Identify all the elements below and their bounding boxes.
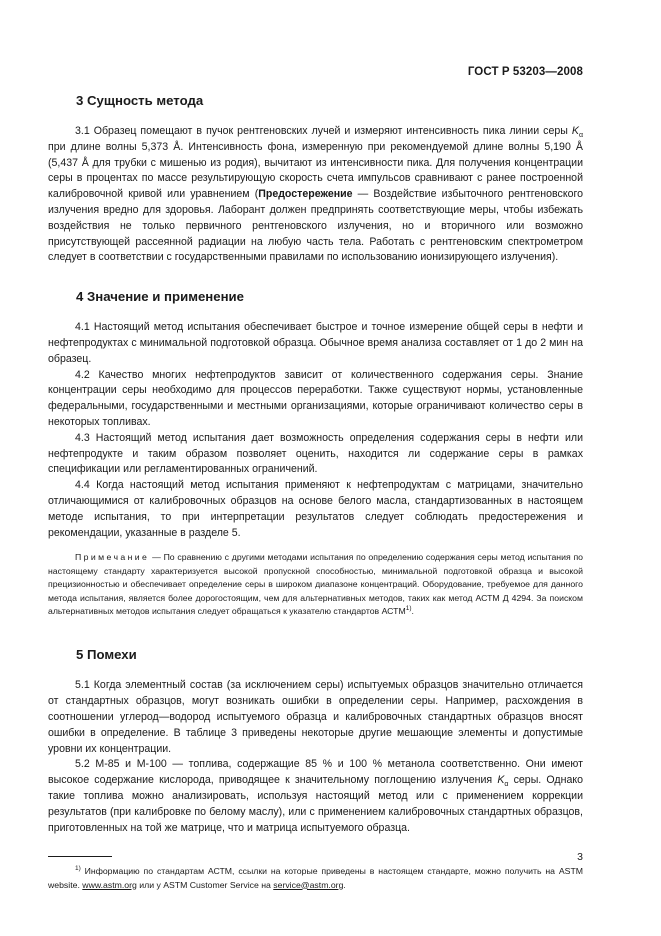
page-content (48, 92, 583, 892)
section-4-title: 4 Значение и применение (76, 289, 244, 305)
paragraph-4-1: 4.1 Настоящий метод испытания обеспечивает быстрое и точное измерение общей серы в нефти и нефтепродуктах с минимальной подготовкой образца. Обычное время анализа составляет от 1 до 2 мин на образец. (48, 321, 583, 365)
page-number: 3 (577, 851, 583, 863)
section-3-title: 3 Сущность метода (76, 93, 204, 108)
doc-header: ГОСТ Р 53203—2008 (467, 66, 583, 78)
paragraph-4-4: 4.4 Когда настоящий метод испытания применяют к нефтепродуктам с матрицами, значительно отличающимися от калибровочных образцов на основе белого масла, стандартизованных в настоящем методе испытания, то при интерпретации результатов следует соблюдать предостережения и рекомендации, указанные в разделе 5. (48, 479, 583, 539)
paragraph-4-3: 4.3 Настоящий метод испытания дает возможность определения содержания серы в нефти или нефтепродукте и таким образом позволяет оценить, находится ли содержание серы в рамках спецификации или регламентированных ограничений. (48, 431, 583, 476)
note-4: Примечание — По сравнению с другими методами испытания по определению содержания серы метод испытания по настоящему стандарту характеризуется высокой пропускной способностью, минимальной подготовкой образца и высокой прецизионностью и обеспечивает определение серы в широком диапазоне концентраций. Оборудование, требуемое для данного метода испытания, является более дорогостоящим, чем для альтернативных методов, таких как метод АСТМ Д 4294. За поиском альтернативных методов испытания следует обращаться к указателю стандартов АСТМ$^{1)}$. (48, 552, 583, 616)
footnote-1: $^{1)}$ Информацию по стандартам АСТМ, ссылки на которые приведены в настоящем стандарте, можно получить на ASTM website. www.astm.org или у ASTM Customer Service на service@astm.org. (48, 865, 583, 890)
paragraph-5-2: 5.2 М-85 и М-100 — топлива, содержащие 85 % и 100 % метанола соответственно. Они имеют высокое содержание кислорода, приводящее к значительному поглощению излучения $K_\alpha$ серы. Однако такие топлива можно анализировать, используя настоящий метод или с применением коррекции результатов (при калибровке по белому маслу), или с применением калибровочных стандартных образцов, приготовленных на той же матрице, что и матрица испытуемого образца. (48, 758, 583, 834)
paragraph-5-1: 5.1 Когда элементный состав (за исключением серы) испытуемых образцов значительно отличается от стандартных образцов, могут возникать ошибки в определении серы. Например, расхождения в соотношении углерод—водород испытуемого образца и калибровочных стандартных образцов вносят ошибки в определение. В таблице 3 приведены некоторые другие мешающие элементы и допустимые уровни их концентрации. (48, 679, 583, 755)
paragraph-3-1: 3.1 Образец помещают в пучок рентгеновских лучей и измеряют интенсивность пика линии серы $K_\alpha$ при длине волны 5,373 Å. Интенсивность фона, измеренную при рекомендуемой длине волны 5,190 Å (5,437 Å для трубки с мишенью из родия), вычитают из интенсивности пика. Для получения концентрации серы в процентах по массе результирующую скорость счета импульсов сравнивают с ранее построенной калибровочной кривой или уравнением (Предостережение — Воздействие избыточного рентгеновского излучения вредно для здоровья. Лаборант должен предпринять соответствующие меры, чтобы избежать воздействия не только первичного рентгеновского излучения, но и вторичного или возможно присутствующей рассеянной радиации на любую часть тела. Работать с рентгеновским спектрометром следует в соответствии с государственными правилами по использованию ионизирующего излучения). (48, 125, 583, 264)
astm-website-link[interactable]: www.astm.org (82, 879, 137, 890)
section-5-title: 5 Помехи (76, 647, 137, 663)
paragraph-4-2: 4.2 Качество многих нефтепродуктов зависит от количественного содержания серы. Знание концентрации серы необходимо для процессов переработки. Также существуют нормы, установленные федеральными, государственными и местными организациями, которые ограничивают количество серы в некоторых топливах. (48, 368, 583, 428)
astm-email-link[interactable]: service@astm.org (273, 879, 344, 890)
